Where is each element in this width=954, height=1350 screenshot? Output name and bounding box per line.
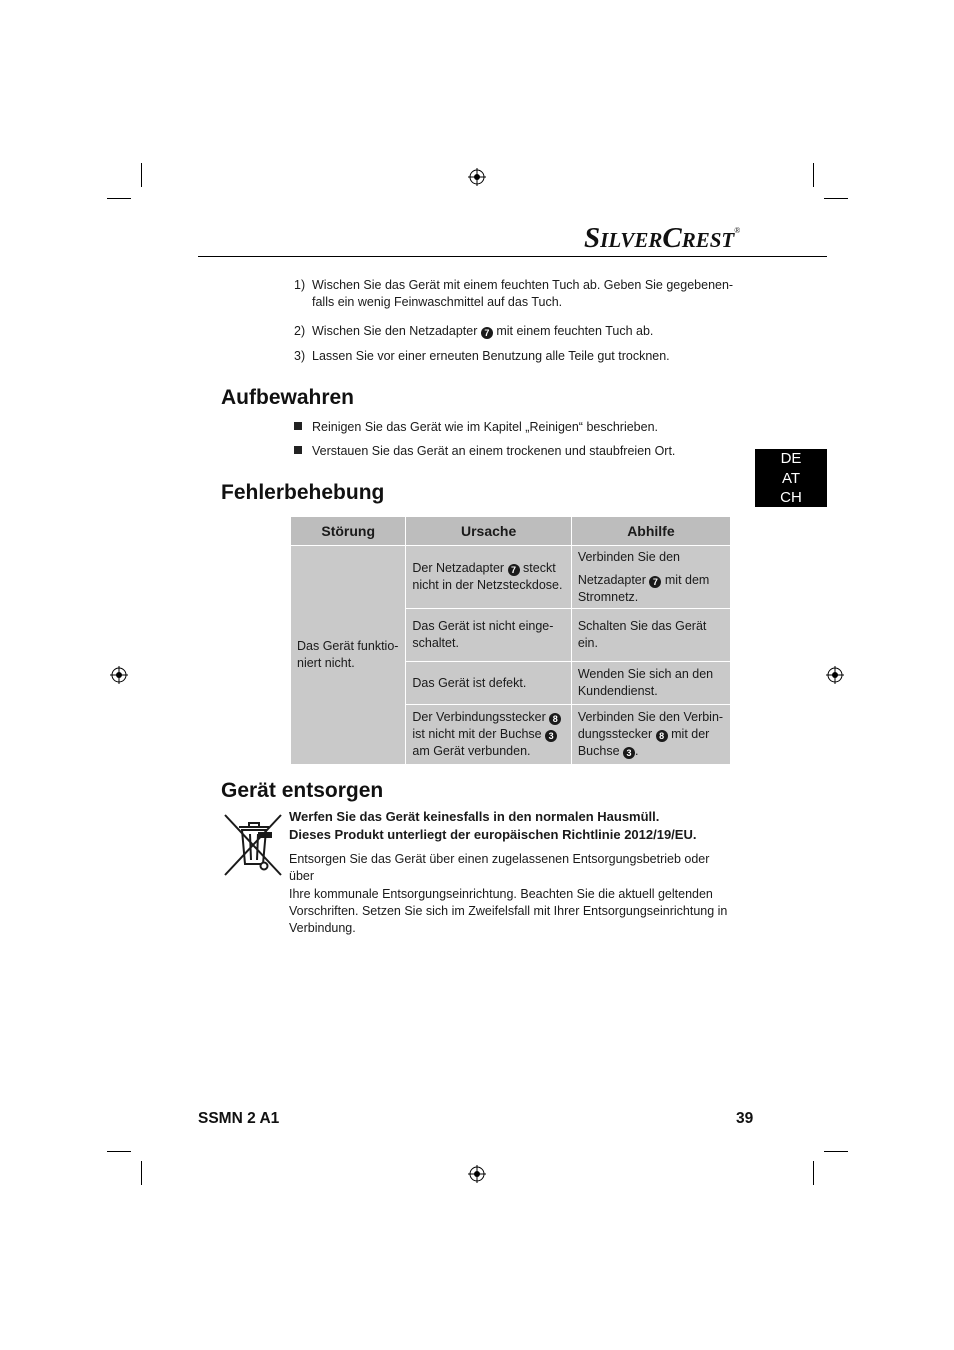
table-header-row [291,517,731,546]
part-number-icon: 7 [508,564,520,576]
cause-cell: Das Gerät ist defekt. [406,662,571,705]
crossed-out-bin-icon [222,812,284,878]
footer-model: SSMN 2 A1 [198,1110,280,1127]
crop-mark [824,198,848,199]
cause-cell: Der Netzadapter 7 steckt nicht in der Netzsteckdose. [406,546,571,609]
disposal-paragraph: Entsorgen Sie das Gerät über einen zugelassenen Entsorgungsbetrieb oder über Ihre kommunale Entsorgungseinrichtung. Beachten Sie die aktuell geltenden Vorschriften. Setzen Sie sich im Zweifelsfall mit Ihrer Entsorgungseinrichtung in Verbindung. [289,852,728,936]
registration-mark-icon [110,666,128,684]
crop-mark [141,163,142,187]
section-heading-storage: Aufbewahren [221,386,355,409]
registration-mark-icon [468,168,486,186]
part-number-icon: 8 [656,730,668,742]
remedy-cell: Schalten Sie das Gerät ein. [571,609,730,662]
crop-mark [141,1161,142,1185]
troubleshooting-table [290,516,731,765]
part-number-icon: 3 [623,747,635,759]
cleaning-step: 3) Lassen Sie vor einer erneuten Benutzung alle Teile gut trocknen. [294,349,670,363]
bullet-icon [294,446,302,454]
bullet-icon [294,422,302,430]
remedy-cell: Wenden Sie sich an den Kundendienst. [571,662,730,705]
list-item: Reinigen Sie das Gerät wie im Kapitel „Reinigen“ beschrieben. [294,419,658,436]
remedy-cell: Verbinden Sie den Verbin- dungsstecker 8 mit der Buchse 3 . [571,705,730,765]
registration-mark-icon [826,666,844,684]
brand-logo: SILVERCREST® [584,222,741,254]
part-number-icon: 7 [481,327,493,339]
column-header: Abhilfe [571,517,730,546]
crop-mark [813,1161,814,1185]
registration-mark-icon [468,1165,486,1183]
column-header: Ursache [406,517,571,546]
cleaning-step: 2) Wischen Sie den Netzadapter 7 mit einem feuchten Tuch ab. [294,324,654,338]
table-row [291,546,731,609]
column-header: Störung [291,517,406,546]
section-heading-troubleshooting: Fehlerbehebung [221,481,385,504]
part-number-icon: 8 [549,713,561,725]
cleaning-step: 1) Wischen Sie das Gerät mit einem feuchten Tuch ab. Geben Sie gegebenen- falls ein wenig Feinwaschmittel auf das Tuch. [294,278,734,309]
part-number-icon: 7 [649,576,661,588]
cause-cell: Das Gerät ist nicht einge- schaltet. [406,609,571,662]
cause-cell: Der Verbindungsstecker 8 ist nicht mit der Buchse 3 am Gerät verbunden. [406,705,571,765]
fault-cell: Das Gerät funktio- niert nicht. [291,546,406,765]
remedy-cell: Verbinden Sie den Netzadapter 7 mit dem Stromnetz. [571,546,730,609]
crop-mark [813,163,814,187]
page-number: 39 [736,1110,754,1127]
header-rule [198,256,827,257]
language-tab: DE AT CH [755,449,827,507]
crop-mark [107,1151,131,1152]
crop-mark [107,198,131,199]
section-heading-disposal: Gerät entsorgen [221,779,384,802]
part-number-icon: 3 [545,730,557,742]
disposal-warning: Werfen Sie das Gerät keinesfalls in den normalen Hausmüll. Dieses Produkt unterliegt der europäischen Richtlinie 2012/19/EU. [289,809,697,842]
crop-mark [824,1151,848,1152]
list-item: Verstauen Sie das Gerät an einem trockenen und staubfreien Ort. [294,443,675,460]
